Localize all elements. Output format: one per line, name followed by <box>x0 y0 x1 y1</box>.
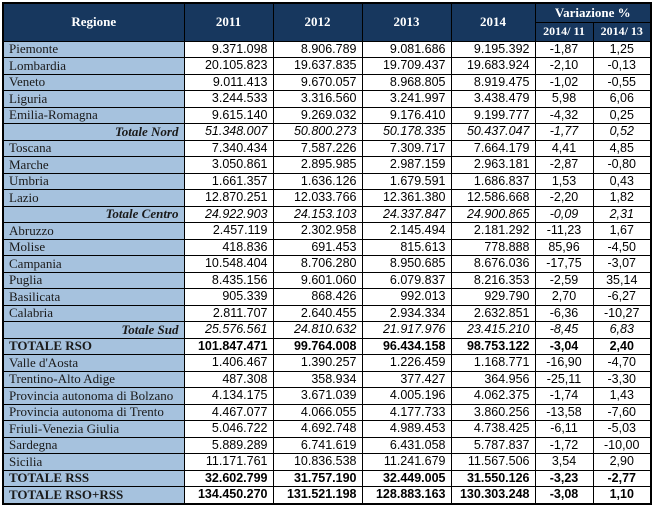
year-value-cell: 3.244.533 <box>184 91 273 108</box>
year-value-cell: 3.241.997 <box>362 91 451 108</box>
table-body <box>3 41 651 504</box>
column-header-2011: 2011 <box>184 3 273 41</box>
year-value-cell: 9.615.140 <box>184 107 273 124</box>
year-value-cell: 9.081.686 <box>362 41 451 58</box>
year-value-cell: 2.302.958 <box>273 223 362 240</box>
variation-value-cell: -5,03 <box>593 421 651 438</box>
variation-value-cell: -2,87 <box>535 157 593 174</box>
year-value-cell: 1.686.837 <box>451 173 535 190</box>
variation-value-cell: 3,54 <box>535 454 593 471</box>
year-value-cell: 1.406.467 <box>184 355 273 372</box>
year-value-cell: 1.390.257 <box>273 355 362 372</box>
variation-value-cell: -13,58 <box>535 404 593 421</box>
year-value-cell: 2.632.851 <box>451 305 535 322</box>
variation-value-cell: -6,11 <box>535 421 593 438</box>
variation-value-cell: -0,09 <box>535 206 593 223</box>
column-header-2013: 2013 <box>362 3 451 41</box>
year-value-cell: 24.900.865 <box>451 206 535 223</box>
year-value-cell: 815.613 <box>362 239 451 256</box>
table-row <box>3 157 651 174</box>
variation-value-cell: -1,72 <box>535 437 593 454</box>
region-cell: Valle d'Aosta <box>3 355 184 372</box>
year-value-cell: 5.787.837 <box>451 437 535 454</box>
variation-value-cell: -11,23 <box>535 223 593 240</box>
year-value-cell: 6.741.619 <box>273 437 362 454</box>
year-value-cell: 4.467.077 <box>184 404 273 421</box>
region-cell: Sardegna <box>3 437 184 454</box>
table-row <box>3 173 651 190</box>
year-value-cell: 50.437.047 <box>451 124 535 141</box>
variation-value-cell: 2,70 <box>535 289 593 306</box>
region-cell: Marche <box>3 157 184 174</box>
year-value-cell: 3.050.861 <box>184 157 273 174</box>
variation-value-cell: -0,80 <box>593 157 651 174</box>
column-header-variazione-2014-11: 2014/ 11 <box>535 22 593 41</box>
year-value-cell: 9.601.060 <box>273 272 362 289</box>
variation-value-cell: 85,96 <box>535 239 593 256</box>
year-value-cell: 23.415.210 <box>451 322 535 339</box>
year-value-cell: 19.637.835 <box>273 58 362 75</box>
year-value-cell: 2.811.707 <box>184 305 273 322</box>
year-value-cell: 50.800.273 <box>273 124 362 141</box>
variation-value-cell: -1,02 <box>535 74 593 91</box>
year-value-cell: 2.181.292 <box>451 223 535 240</box>
variation-value-cell: 5,98 <box>535 91 593 108</box>
table-row <box>3 355 651 372</box>
region-cell: Totale Nord <box>3 124 184 141</box>
year-value-cell: 10.548.404 <box>184 256 273 273</box>
year-value-cell: 8.968.805 <box>362 74 451 91</box>
year-value-cell: 1.661.357 <box>184 173 273 190</box>
table-row <box>3 371 651 388</box>
region-cell: Provincia autonoma di Bolzano <box>3 388 184 405</box>
year-value-cell: 2.145.494 <box>362 223 451 240</box>
year-value-cell: 12.586.668 <box>451 190 535 207</box>
region-cell: Liguria <box>3 91 184 108</box>
year-value-cell: 3.316.560 <box>273 91 362 108</box>
variation-value-cell: -6,36 <box>535 305 593 322</box>
region-cell: Emilia-Romagna <box>3 107 184 124</box>
year-value-cell: 9.269.032 <box>273 107 362 124</box>
year-value-cell: 8.216.353 <box>451 272 535 289</box>
year-value-cell: 1.636.126 <box>273 173 362 190</box>
table-row <box>3 338 651 355</box>
year-value-cell: 358.934 <box>273 371 362 388</box>
variation-value-cell: 1,82 <box>593 190 651 207</box>
year-value-cell: 418.836 <box>184 239 273 256</box>
variation-value-cell: -1,87 <box>535 41 593 58</box>
variation-value-cell: -25,11 <box>535 371 593 388</box>
year-value-cell: 5.046.722 <box>184 421 273 438</box>
year-value-cell: 4.066.055 <box>273 404 362 421</box>
year-value-cell: 4.177.733 <box>362 404 451 421</box>
year-value-cell: 24.922.903 <box>184 206 273 223</box>
variation-value-cell: 1,10 <box>593 487 651 505</box>
table-row <box>3 421 651 438</box>
year-value-cell: 20.105.823 <box>184 58 273 75</box>
year-value-cell: 128.883.163 <box>362 487 451 505</box>
table-row <box>3 437 651 454</box>
table-row <box>3 223 651 240</box>
variation-value-cell: -4,32 <box>535 107 593 124</box>
year-value-cell: 4.738.425 <box>451 421 535 438</box>
table-row <box>3 190 651 207</box>
column-header-regione: Regione <box>3 3 184 41</box>
year-value-cell: 7.340.434 <box>184 140 273 157</box>
variation-value-cell: 0,43 <box>593 173 651 190</box>
year-value-cell: 992.013 <box>362 289 451 306</box>
variation-value-cell: 1,43 <box>593 388 651 405</box>
table-row <box>3 58 651 75</box>
variation-value-cell: 0,25 <box>593 107 651 124</box>
table-row <box>3 140 651 157</box>
year-value-cell: 24.810.632 <box>273 322 362 339</box>
year-value-cell: 1.168.771 <box>451 355 535 372</box>
year-value-cell: 4.062.375 <box>451 388 535 405</box>
year-value-cell: 4.005.196 <box>362 388 451 405</box>
year-value-cell: 10.836.538 <box>273 454 362 471</box>
year-value-cell: 8.906.789 <box>273 41 362 58</box>
regions-data-table <box>2 2 652 505</box>
variation-value-cell: -16,90 <box>535 355 593 372</box>
year-value-cell: 96.434.158 <box>362 338 451 355</box>
region-cell: Puglia <box>3 272 184 289</box>
year-value-cell: 4.692.748 <box>273 421 362 438</box>
variation-value-cell: -1,74 <box>535 388 593 405</box>
variation-value-cell: -2,59 <box>535 272 593 289</box>
variation-value-cell: 1,53 <box>535 173 593 190</box>
year-value-cell: 99.764.008 <box>273 338 362 355</box>
table-row <box>3 206 651 223</box>
table-row <box>3 272 651 289</box>
year-value-cell: 5.889.289 <box>184 437 273 454</box>
year-value-cell: 9.371.098 <box>184 41 273 58</box>
year-value-cell: 130.303.248 <box>451 487 535 505</box>
region-cell: Veneto <box>3 74 184 91</box>
year-value-cell: 2.963.181 <box>451 157 535 174</box>
year-value-cell: 691.453 <box>273 239 362 256</box>
column-header-variazione-2014-13: 2014/ 13 <box>593 22 651 41</box>
column-header-2012: 2012 <box>273 3 362 41</box>
year-value-cell: 11.567.506 <box>451 454 535 471</box>
year-value-cell: 2.457.119 <box>184 223 273 240</box>
year-value-cell: 778.888 <box>451 239 535 256</box>
variation-value-cell: -2,20 <box>535 190 593 207</box>
region-cell: Campania <box>3 256 184 273</box>
year-value-cell: 31.757.190 <box>273 470 362 487</box>
table-row <box>3 239 651 256</box>
region-cell: Molise <box>3 239 184 256</box>
variation-value-cell: 2,90 <box>593 454 651 471</box>
year-value-cell: 6.079.837 <box>362 272 451 289</box>
year-value-cell: 134.450.270 <box>184 487 273 505</box>
year-value-cell: 3.438.479 <box>451 91 535 108</box>
year-value-cell: 8.435.156 <box>184 272 273 289</box>
table-row <box>3 305 651 322</box>
table-row <box>3 388 651 405</box>
table-row <box>3 256 651 273</box>
region-cell: Friuli-Venezia Giulia <box>3 421 184 438</box>
column-header-variazione: Variazione % <box>535 3 651 22</box>
table-row <box>3 404 651 421</box>
variation-value-cell: 2,40 <box>593 338 651 355</box>
variation-value-cell: -8,45 <box>535 322 593 339</box>
region-cell: Totale Sud <box>3 322 184 339</box>
year-value-cell: 3.860.256 <box>451 404 535 421</box>
table-row <box>3 322 651 339</box>
region-cell: Lazio <box>3 190 184 207</box>
variation-value-cell: 6,06 <box>593 91 651 108</box>
year-value-cell: 9.199.777 <box>451 107 535 124</box>
year-value-cell: 51.348.007 <box>184 124 273 141</box>
region-cell: Piemonte <box>3 41 184 58</box>
variation-value-cell: -2,10 <box>535 58 593 75</box>
variation-value-cell: -3,07 <box>593 256 651 273</box>
column-header-2014: 2014 <box>451 3 535 41</box>
year-value-cell: 131.521.198 <box>273 487 362 505</box>
year-value-cell: 11.171.761 <box>184 454 273 471</box>
year-value-cell: 487.308 <box>184 371 273 388</box>
region-cell: Totale Centro <box>3 206 184 223</box>
year-value-cell: 4.134.175 <box>184 388 273 405</box>
table-row <box>3 454 651 471</box>
region-cell: Basilicata <box>3 289 184 306</box>
year-value-cell: 21.917.976 <box>362 322 451 339</box>
year-value-cell: 19.683.924 <box>451 58 535 75</box>
table-row <box>3 487 651 505</box>
year-value-cell: 31.550.126 <box>451 470 535 487</box>
region-cell: Sicilia <box>3 454 184 471</box>
table-header <box>3 3 651 41</box>
year-value-cell: 2.895.985 <box>273 157 362 174</box>
variation-value-cell: -0,13 <box>593 58 651 75</box>
year-value-cell: 8.676.036 <box>451 256 535 273</box>
region-cell: Calabria <box>3 305 184 322</box>
region-cell: Umbria <box>3 173 184 190</box>
variation-value-cell: -1,77 <box>535 124 593 141</box>
variation-value-cell: -3,04 <box>535 338 593 355</box>
variation-value-cell: -10,00 <box>593 437 651 454</box>
variation-value-cell: 4,41 <box>535 140 593 157</box>
year-value-cell: 7.309.717 <box>362 140 451 157</box>
variation-value-cell: -7,60 <box>593 404 651 421</box>
year-value-cell: 8.950.685 <box>362 256 451 273</box>
year-value-cell: 3.671.039 <box>273 388 362 405</box>
table-row <box>3 91 651 108</box>
table-row <box>3 107 651 124</box>
table-row <box>3 289 651 306</box>
year-value-cell: 11.241.679 <box>362 454 451 471</box>
region-cell: TOTALE RSO <box>3 338 184 355</box>
variation-value-cell: -17,75 <box>535 256 593 273</box>
variation-value-cell: 6,83 <box>593 322 651 339</box>
year-value-cell: 50.178.335 <box>362 124 451 141</box>
year-value-cell: 9.011.413 <box>184 74 273 91</box>
year-value-cell: 929.790 <box>451 289 535 306</box>
variation-value-cell: 35,14 <box>593 272 651 289</box>
year-value-cell: 19.709.437 <box>362 58 451 75</box>
variation-value-cell: -0,55 <box>593 74 651 91</box>
year-value-cell: 12.033.766 <box>273 190 362 207</box>
region-cell: Abruzzo <box>3 223 184 240</box>
region-cell: Trentino-Alto Adige <box>3 371 184 388</box>
year-value-cell: 32.449.005 <box>362 470 451 487</box>
year-value-cell: 377.427 <box>362 371 451 388</box>
year-value-cell: 12.870.251 <box>184 190 273 207</box>
year-value-cell: 2.640.455 <box>273 305 362 322</box>
variation-value-cell: -2,77 <box>593 470 651 487</box>
year-value-cell: 7.587.226 <box>273 140 362 157</box>
variation-value-cell: 1,25 <box>593 41 651 58</box>
variation-value-cell: -3,23 <box>535 470 593 487</box>
year-value-cell: 25.576.561 <box>184 322 273 339</box>
region-cell: Lombardia <box>3 58 184 75</box>
year-value-cell: 8.919.475 <box>451 74 535 91</box>
variation-value-cell: 2,31 <box>593 206 651 223</box>
table-row <box>3 41 651 58</box>
year-value-cell: 868.426 <box>273 289 362 306</box>
year-value-cell: 8.706.280 <box>273 256 362 273</box>
variation-value-cell: 0,52 <box>593 124 651 141</box>
region-cell: TOTALE RSS <box>3 470 184 487</box>
table-row <box>3 124 651 141</box>
region-cell: Toscana <box>3 140 184 157</box>
year-value-cell: 6.431.058 <box>362 437 451 454</box>
region-cell: Provincia autonoma di Trento <box>3 404 184 421</box>
variation-value-cell: -6,27 <box>593 289 651 306</box>
year-value-cell: 101.847.471 <box>184 338 273 355</box>
year-value-cell: 12.361.380 <box>362 190 451 207</box>
variation-value-cell: -3,30 <box>593 371 651 388</box>
year-value-cell: 905.339 <box>184 289 273 306</box>
year-value-cell: 9.195.392 <box>451 41 535 58</box>
table-row <box>3 470 651 487</box>
variation-value-cell: -3,08 <box>535 487 593 505</box>
year-value-cell: 32.602.799 <box>184 470 273 487</box>
year-value-cell: 364.956 <box>451 371 535 388</box>
variation-value-cell: -4,70 <box>593 355 651 372</box>
region-cell: TOTALE RSO+RSS <box>3 487 184 505</box>
variation-value-cell: 4,85 <box>593 140 651 157</box>
year-value-cell: 98.753.122 <box>451 338 535 355</box>
variation-value-cell: -4,50 <box>593 239 651 256</box>
year-value-cell: 7.664.179 <box>451 140 535 157</box>
table-row <box>3 74 651 91</box>
year-value-cell: 2.934.334 <box>362 305 451 322</box>
variation-value-cell: -10,27 <box>593 305 651 322</box>
year-value-cell: 24.337.847 <box>362 206 451 223</box>
year-value-cell: 24.153.103 <box>273 206 362 223</box>
year-value-cell: 9.176.410 <box>362 107 451 124</box>
variation-value-cell: 1,67 <box>593 223 651 240</box>
year-value-cell: 1.679.591 <box>362 173 451 190</box>
year-value-cell: 4.989.453 <box>362 421 451 438</box>
year-value-cell: 1.226.459 <box>362 355 451 372</box>
year-value-cell: 9.670.057 <box>273 74 362 91</box>
year-value-cell: 2.987.159 <box>362 157 451 174</box>
